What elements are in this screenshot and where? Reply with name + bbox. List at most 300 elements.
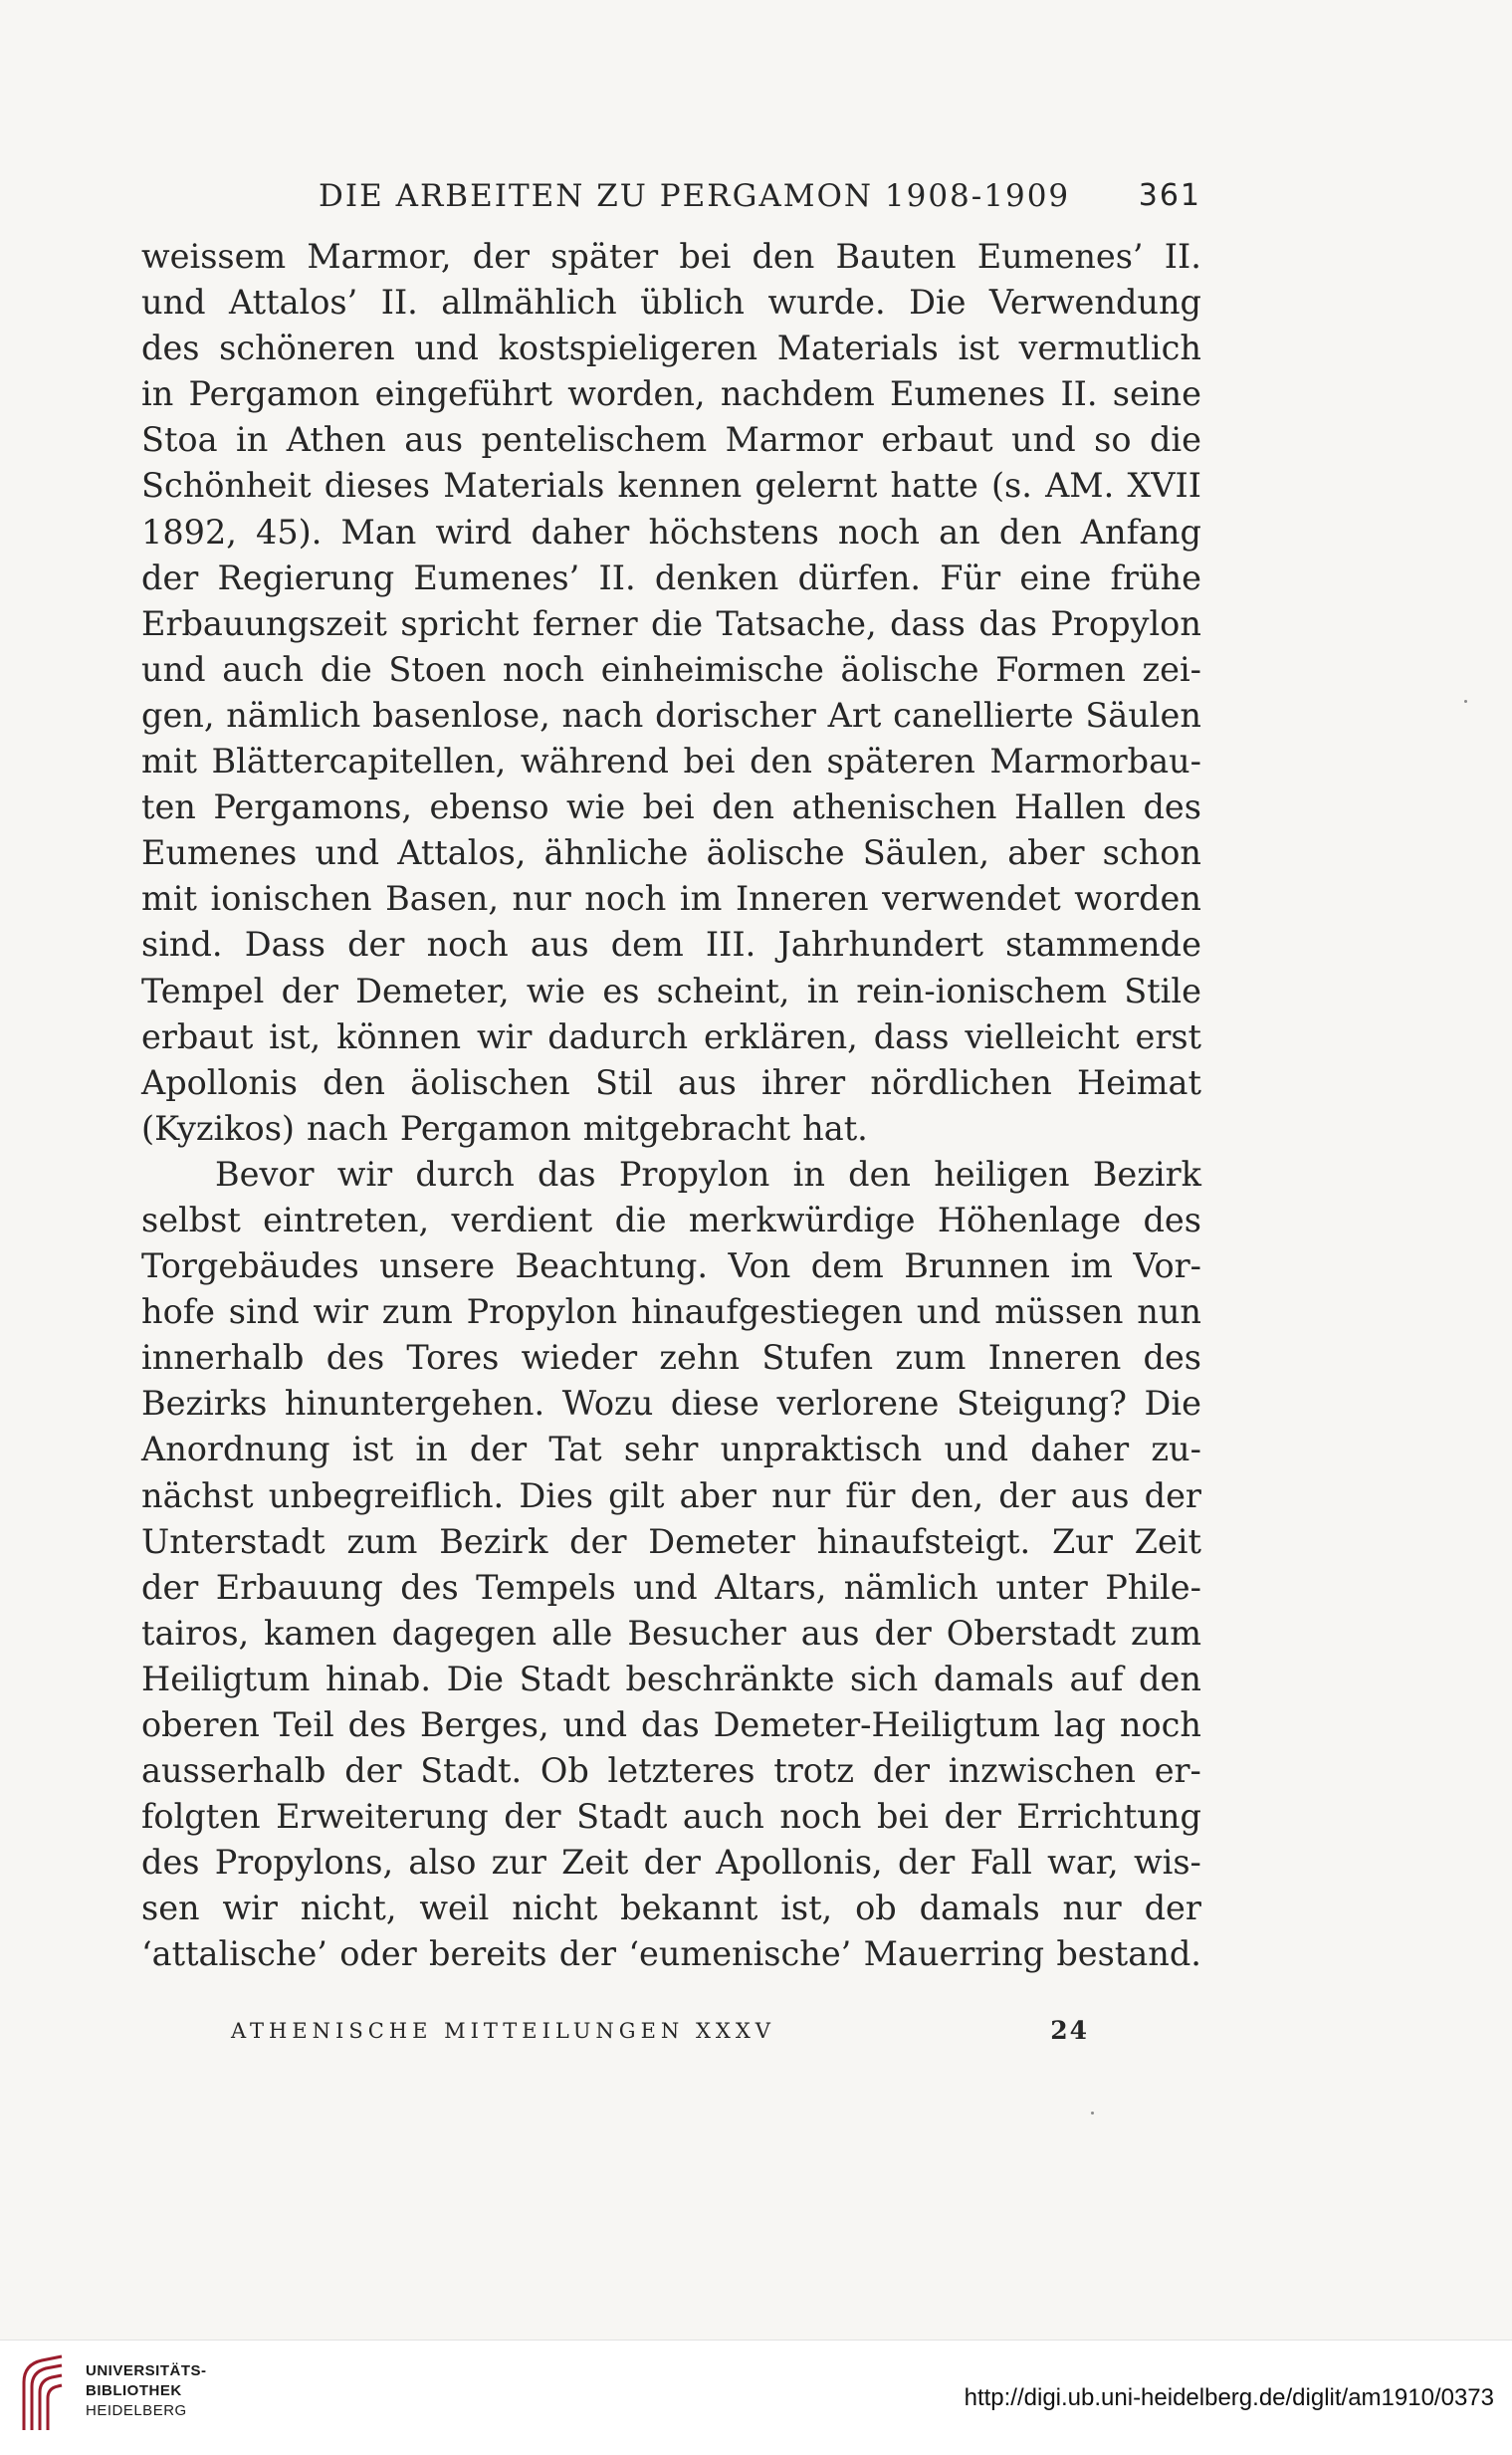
word: den xyxy=(998,512,1062,552)
word: durch xyxy=(415,1154,515,1194)
word: des xyxy=(1143,1338,1201,1378)
word: den xyxy=(1139,1659,1201,1698)
word: bereits xyxy=(429,1934,547,1974)
word: Säulen xyxy=(1085,695,1201,735)
word: Beachtung. xyxy=(515,1246,709,1286)
word: Propylon xyxy=(1050,603,1201,643)
word: bei xyxy=(683,742,736,781)
word: einheimische xyxy=(600,649,824,689)
word: Demeter, xyxy=(355,971,510,1010)
word: und xyxy=(944,1430,1009,1469)
word: späteren xyxy=(826,742,975,781)
word: eingeführt xyxy=(374,374,552,414)
word: hatte xyxy=(890,466,978,506)
word: Wozu xyxy=(561,1384,654,1424)
word: dorischer xyxy=(655,695,816,735)
text-line xyxy=(141,1243,1201,1289)
word: zehn xyxy=(659,1338,741,1378)
word: hinuntergehen. xyxy=(284,1384,545,1424)
text-line xyxy=(141,463,1201,509)
word: heiligen xyxy=(934,1154,1070,1194)
word: des xyxy=(1143,787,1201,827)
word: Bezirk xyxy=(1092,1154,1201,1194)
word: oder xyxy=(339,1934,417,1974)
word: er- xyxy=(1154,1751,1201,1791)
word: Anfang xyxy=(1080,512,1201,552)
word: Errichtung xyxy=(1016,1797,1201,1837)
word: eintreten, xyxy=(263,1200,430,1239)
word: wie xyxy=(565,787,626,827)
word: Blättercapitellen, xyxy=(211,742,507,781)
word: äolische xyxy=(840,649,979,689)
word: hat. xyxy=(802,1108,868,1148)
sheet-signature xyxy=(231,2013,1089,2049)
word: dem xyxy=(610,925,684,965)
text-line xyxy=(141,830,1201,876)
word: Anordnung xyxy=(141,1430,330,1469)
word: der xyxy=(643,1843,701,1883)
word: Eumenes xyxy=(889,374,1046,414)
word: äolischen xyxy=(410,1062,570,1102)
word: Art xyxy=(827,695,882,735)
word: später xyxy=(550,237,659,276)
word: kostspieligeren xyxy=(498,329,758,368)
word: der xyxy=(141,558,199,597)
text-line xyxy=(141,1289,1201,1335)
word: weissem xyxy=(141,237,287,276)
word: Brunnen xyxy=(904,1246,1051,1286)
text-line xyxy=(141,876,1201,922)
word: nachdem xyxy=(720,374,875,414)
word: wir xyxy=(313,1292,368,1332)
word: beschränkte xyxy=(625,1659,835,1698)
word: Demeter xyxy=(648,1521,795,1561)
word: Die xyxy=(909,283,967,323)
word: können xyxy=(336,1016,462,1056)
word: noch xyxy=(426,925,509,965)
library-name xyxy=(86,2361,207,2421)
word: mit xyxy=(141,742,197,781)
word: erst xyxy=(1135,1016,1201,1056)
word: Torgebäudes xyxy=(141,1246,359,1286)
text-line xyxy=(141,784,1201,830)
word: in xyxy=(415,1430,448,1469)
word: bei xyxy=(642,787,695,827)
text-line xyxy=(141,417,1201,463)
word: nur xyxy=(771,1475,831,1515)
word: an xyxy=(939,512,980,552)
word: der xyxy=(897,1843,956,1883)
word: erbaut xyxy=(141,1016,254,1056)
word: die xyxy=(320,649,372,689)
word: III. xyxy=(705,925,756,965)
word: zur xyxy=(491,1843,546,1883)
text-line xyxy=(141,693,1201,739)
word: Propylon xyxy=(466,1292,618,1332)
word: II. xyxy=(598,558,636,597)
word: aber xyxy=(679,1475,756,1515)
word: des xyxy=(325,1338,385,1378)
word: Die xyxy=(446,1659,504,1698)
text-line xyxy=(141,510,1201,556)
word: basenlose, xyxy=(372,695,550,735)
word: 1892, xyxy=(141,512,237,552)
word: verwendet xyxy=(882,879,1061,919)
word: zum xyxy=(895,1338,967,1378)
permalink-url[interactable]: http://digi.ub.uni-heidelberg.de/diglit/am1910/0373 xyxy=(964,2384,1494,2411)
word: auf xyxy=(1069,1659,1124,1698)
word: Vor- xyxy=(1133,1246,1201,1286)
word: aus xyxy=(678,1062,737,1102)
word: Tat xyxy=(548,1430,602,1469)
text-line xyxy=(141,1473,1201,1519)
word: Steigung? xyxy=(956,1384,1127,1424)
word: Erbauungszeit xyxy=(141,603,387,643)
word: canellierte xyxy=(893,695,1074,735)
word: Basen, xyxy=(385,879,499,919)
word: Zeit xyxy=(561,1843,629,1883)
word: aus xyxy=(404,420,464,460)
word: mit xyxy=(141,879,197,919)
word: und xyxy=(414,329,479,368)
text-line xyxy=(141,371,1201,417)
word: wird xyxy=(435,512,513,552)
word: der xyxy=(569,1521,627,1561)
word: Eumenes’ xyxy=(976,237,1144,276)
word: wurde. xyxy=(767,283,886,323)
word: des xyxy=(141,1843,200,1883)
word: dagegen xyxy=(391,1613,538,1653)
print-speck xyxy=(1464,700,1467,703)
word: ist, xyxy=(780,1889,833,1928)
text-line xyxy=(141,1611,1201,1657)
word: stammende xyxy=(1005,925,1201,965)
word: ist xyxy=(958,329,999,368)
word: auch xyxy=(682,1797,764,1837)
word: der xyxy=(1144,1889,1201,1928)
word: Erbauung xyxy=(215,1567,383,1607)
word: Stile xyxy=(1124,971,1201,1010)
library-name-line-1: UNIVERSITÄTS- xyxy=(86,2362,207,2379)
word: diese xyxy=(670,1384,759,1424)
word: das xyxy=(978,603,1037,643)
word: der xyxy=(558,1934,617,1974)
text-line xyxy=(141,1840,1201,1886)
word: erbaut xyxy=(881,420,993,460)
word: nach xyxy=(306,1108,388,1148)
word: im xyxy=(1070,1246,1113,1286)
text-line xyxy=(141,1060,1201,1106)
word: lag xyxy=(1053,1705,1106,1744)
word: frühe xyxy=(1110,558,1201,597)
word: II. xyxy=(1060,374,1098,414)
word: ob xyxy=(855,1889,897,1928)
word: worden xyxy=(1074,879,1201,919)
word: (Kyzikos) xyxy=(141,1108,295,1148)
word: nicht xyxy=(512,1889,598,1928)
word: der xyxy=(944,1797,1001,1837)
word: dürfen. xyxy=(797,558,922,597)
word: Besucher xyxy=(627,1613,786,1653)
word: Eumenes xyxy=(141,833,298,873)
word: kamen xyxy=(264,1613,377,1653)
word: Säulen, xyxy=(862,833,989,873)
word: also xyxy=(408,1843,477,1883)
word: alle xyxy=(551,1613,613,1653)
word: Zeit xyxy=(1134,1521,1201,1561)
word: der xyxy=(344,1751,402,1791)
word: nämlich xyxy=(843,1567,978,1607)
word: den xyxy=(712,787,774,827)
word: athenischen xyxy=(791,787,997,827)
word: zu- xyxy=(1151,1430,1201,1469)
word: der xyxy=(347,925,405,965)
word: der xyxy=(281,971,338,1010)
word: AM. xyxy=(1045,466,1115,506)
word: Die xyxy=(1144,1384,1201,1424)
word: Stil xyxy=(594,1062,653,1102)
word: Stadt. xyxy=(420,1751,523,1791)
word: nur xyxy=(512,879,571,919)
word: nach xyxy=(561,695,644,735)
word: noch xyxy=(837,512,920,552)
word: Attalos’ xyxy=(229,283,358,323)
word: den xyxy=(750,742,812,781)
text-line xyxy=(141,556,1201,601)
running-title: DIE ARBEITEN ZU PERGAMON 1908-1909 xyxy=(319,178,1071,214)
word: (s. xyxy=(990,466,1032,506)
word: dieses xyxy=(324,466,430,506)
word: Stoen xyxy=(388,649,487,689)
word: Stufen xyxy=(761,1338,874,1378)
word: nördlichen xyxy=(870,1062,1052,1102)
word: unpraktisch xyxy=(720,1430,923,1469)
word: Heimat xyxy=(1077,1062,1201,1102)
word: daher xyxy=(1030,1430,1130,1469)
word: Pergamons, xyxy=(213,787,412,827)
word: in xyxy=(141,374,174,414)
word: der xyxy=(872,1751,931,1791)
word: aus xyxy=(530,925,589,965)
text-line xyxy=(141,1565,1201,1611)
word: worden, xyxy=(567,374,706,414)
word: Demeter-Heiligtum xyxy=(713,1705,1040,1744)
word: Altars, xyxy=(715,1567,827,1607)
word: verlorene xyxy=(776,1384,940,1424)
word: der xyxy=(472,237,531,276)
print-speck xyxy=(1091,2112,1094,2115)
word: wis- xyxy=(1133,1843,1201,1883)
word: höchstens xyxy=(648,512,819,552)
word: zum xyxy=(346,1521,418,1561)
word: gen, xyxy=(141,695,215,735)
text-line xyxy=(141,280,1201,326)
word: nächst xyxy=(141,1475,254,1515)
journal-signature: ATHENISCHE MITTEILUNGEN XXXV xyxy=(231,2019,775,2043)
word: Heiligtum xyxy=(141,1659,311,1698)
word: allmählich xyxy=(441,283,617,323)
word: Pergamon xyxy=(399,1108,571,1148)
word: ‘attalische’ xyxy=(141,1934,327,1974)
word: Berges, xyxy=(420,1705,549,1744)
word: nur xyxy=(1062,1889,1122,1928)
word: Tempel xyxy=(141,971,265,1010)
word: weil xyxy=(419,1889,490,1928)
word: Stoa xyxy=(141,420,218,460)
word: Tores xyxy=(406,1338,500,1378)
text-line xyxy=(141,601,1201,647)
word: Propylon xyxy=(618,1154,770,1194)
word: Regierung xyxy=(217,558,395,597)
word: scheint, xyxy=(656,971,790,1010)
library-name-line-3: HEIDELBERG xyxy=(86,2402,187,2419)
text-line xyxy=(141,1381,1201,1427)
word: kennen xyxy=(617,466,743,506)
library-name-line-2: BIBLIOTHEK xyxy=(86,2382,182,2399)
word: Propylons, xyxy=(214,1843,394,1883)
word: Materials xyxy=(443,466,605,506)
word: 45). xyxy=(256,512,323,552)
word: hofe xyxy=(141,1292,215,1332)
word: ausserhalb xyxy=(141,1751,326,1791)
word: müssen xyxy=(994,1292,1124,1332)
text-line xyxy=(141,1886,1201,1931)
word: bei xyxy=(679,237,732,276)
word: nun xyxy=(1137,1292,1201,1332)
text-line xyxy=(141,969,1201,1014)
word: spricht xyxy=(400,603,520,643)
word: Marmorbau- xyxy=(989,742,1201,781)
word: gilt xyxy=(608,1475,665,1515)
word: Inneren xyxy=(735,879,869,919)
word: Höhenlage xyxy=(937,1200,1122,1239)
word: und xyxy=(141,283,206,323)
sheet-number: 24 xyxy=(1050,2016,1089,2045)
text-line xyxy=(141,922,1201,968)
page-number: 361 xyxy=(1138,178,1201,213)
word: für xyxy=(845,1475,896,1515)
word: der xyxy=(1144,1475,1201,1515)
word: bekannt xyxy=(620,1889,758,1928)
word: und xyxy=(141,649,206,689)
word: Apollonis xyxy=(141,1062,298,1102)
text-line xyxy=(141,1427,1201,1472)
word: noch xyxy=(779,1797,862,1837)
word: noch xyxy=(584,879,667,919)
text-line xyxy=(141,1106,1201,1152)
text-line xyxy=(141,1794,1201,1840)
word: und xyxy=(562,1705,628,1744)
word: Fall xyxy=(970,1843,1032,1883)
word: ähnliche xyxy=(543,833,689,873)
word: des xyxy=(141,329,200,368)
word: Teil xyxy=(273,1705,334,1744)
word: Von xyxy=(728,1246,791,1286)
word: während xyxy=(520,742,669,781)
word: selbst xyxy=(141,1200,241,1239)
word: ihrer xyxy=(761,1062,846,1102)
word: II. xyxy=(1164,237,1201,276)
word: zei- xyxy=(1142,649,1201,689)
text-line xyxy=(141,1198,1201,1243)
word: bei xyxy=(876,1797,929,1837)
word: verdient xyxy=(451,1200,593,1239)
word: damals xyxy=(933,1659,1054,1698)
word: unbegreiflich. xyxy=(268,1475,505,1515)
word: sen xyxy=(141,1889,200,1928)
word: ist, xyxy=(269,1016,322,1056)
word: es xyxy=(602,971,640,1010)
word: und xyxy=(315,833,380,873)
word: im xyxy=(679,879,723,919)
word: Bauten xyxy=(835,237,957,276)
word: daher xyxy=(531,512,630,552)
word: die xyxy=(651,603,704,643)
word: in xyxy=(806,971,839,1010)
word: des xyxy=(1143,1200,1201,1239)
text-line xyxy=(141,326,1201,371)
word: sich xyxy=(850,1659,919,1698)
word: Ob xyxy=(540,1751,589,1791)
word: die xyxy=(614,1200,667,1239)
word: rein-ionischem xyxy=(856,971,1107,1010)
text-line xyxy=(141,1152,1201,1198)
word: wieder xyxy=(521,1338,638,1378)
text-line xyxy=(141,1702,1201,1748)
word: oberen xyxy=(141,1705,260,1744)
word: ten xyxy=(141,787,196,827)
running-header xyxy=(309,174,1201,218)
word: der xyxy=(141,1567,199,1607)
word: Tempels xyxy=(476,1567,616,1607)
word: vielleicht xyxy=(965,1016,1120,1056)
word: II. xyxy=(380,283,418,323)
word: unter xyxy=(995,1567,1088,1607)
text-line xyxy=(141,1657,1201,1702)
word: Hallen xyxy=(1013,787,1126,827)
word: äolische xyxy=(706,833,845,873)
word: dem xyxy=(810,1246,884,1286)
word: Materials xyxy=(776,329,939,368)
word: damals xyxy=(919,1889,1040,1928)
word: Eumenes’ xyxy=(413,558,580,597)
word: Stadt xyxy=(576,1797,668,1837)
word: des xyxy=(347,1705,407,1744)
word: das xyxy=(641,1705,700,1744)
word: Athen xyxy=(286,420,386,460)
word: inzwischen xyxy=(948,1751,1136,1791)
word: gelernt xyxy=(755,466,878,506)
text-line xyxy=(141,1014,1201,1060)
word: den xyxy=(323,1062,385,1102)
word: und xyxy=(916,1292,981,1332)
word: den, xyxy=(910,1475,984,1515)
word: den xyxy=(752,237,815,276)
word: mitgebracht xyxy=(582,1108,791,1148)
word: Erweiterung xyxy=(276,1797,489,1837)
word: Apollonis, xyxy=(716,1843,883,1883)
word: war, xyxy=(1047,1843,1119,1883)
word: aus xyxy=(800,1613,860,1653)
word: schöneren xyxy=(219,329,395,368)
word: denken xyxy=(654,558,779,597)
word: zum xyxy=(1131,1613,1201,1653)
text-line xyxy=(141,1335,1201,1381)
word: der xyxy=(469,1430,528,1469)
word: Oberstadt xyxy=(946,1613,1117,1653)
word: Man xyxy=(340,512,417,552)
library-logo-icon xyxy=(18,2352,68,2436)
